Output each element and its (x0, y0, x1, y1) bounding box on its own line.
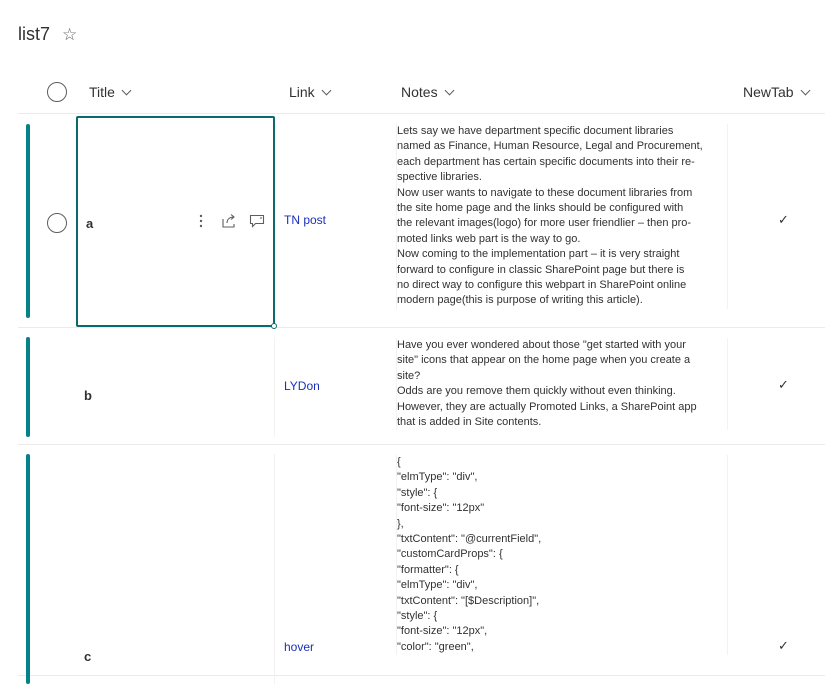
list-row[interactable] (18, 446, 825, 676)
row-status-bar (26, 337, 30, 437)
chevron-down-icon (444, 85, 454, 95)
column-header-notes-label: Notes (401, 84, 438, 100)
notes-value (396, 124, 728, 309)
title-value: a (86, 216, 94, 231)
title-cell[interactable] (76, 337, 275, 437)
list-row[interactable] (18, 115, 825, 328)
chevron-down-icon (800, 85, 810, 95)
list-header (18, 24, 77, 45)
link-value[interactable]: LYDon (284, 379, 320, 393)
column-header-row (18, 72, 825, 114)
notes-value (396, 455, 728, 655)
list-title: list7 (18, 24, 51, 44)
more-icon[interactable] (193, 213, 209, 229)
share-icon[interactable] (221, 213, 237, 229)
title-value: c (84, 649, 92, 664)
chevron-down-icon (321, 85, 331, 95)
chevron-down-icon (121, 85, 131, 95)
checkmark-icon: ✓ (778, 377, 789, 392)
star-icon[interactable]: ☆ (62, 24, 78, 44)
comment-icon[interactable] (249, 213, 265, 229)
row-status-bar (26, 454, 30, 684)
link-value[interactable]: TN post (284, 213, 327, 227)
row-select-radio[interactable] (47, 213, 67, 233)
column-header-title-label: Title (89, 84, 115, 100)
checkmark-icon: ✓ (778, 638, 789, 653)
column-header-newtab[interactable] (743, 84, 809, 100)
column-header-link[interactable] (289, 84, 330, 100)
notes-text: { "elmType": "div", "style": { "font-size": "12px" }, "txtContent": "@currentField", "customCardProps": { "formatter": { "elmType": "div", "txtContent": "[$Description]", "style": { "font-size": "12px", "color": "green", (397, 456, 542, 653)
notes-text: Have you ever wondered about those "get started with your site" icons that appear on the home page when you create a site? Odds are you remove them quickly without even thinking. However, they are actually Promoted Links, a SharePoint app that is added in Site contents. (397, 339, 697, 429)
title-cell[interactable] (76, 116, 275, 327)
column-header-notes[interactable] (401, 84, 453, 100)
select-all-radio[interactable] (47, 82, 67, 102)
notes-value (396, 338, 728, 430)
link-value[interactable]: hover (284, 640, 315, 654)
column-header-title[interactable] (89, 84, 130, 100)
column-header-newtab-label: NewTab (743, 84, 794, 100)
list-row[interactable] (18, 329, 825, 445)
column-header-link-label: Link (289, 84, 315, 100)
row-actions (193, 213, 265, 229)
notes-text: Lets say we have department specific document libraries named as Finance, Human Resource, Legal and Procurement, each department has certain specific documents into their re- spective libraries. Now user wants to navigate to these document libraries from the site home page and the links should be configured with the relevant images(logo) for more user friendlier – then pro- moted links web part is the way to go. Now coming to the implementation part – it is very straight forward to configure in classic SharePoint page but there is no direct way to configure this webpart in SharePoint online modern page(this is purpose of writing this article). (397, 125, 703, 307)
checkmark-icon: ✓ (778, 212, 789, 227)
title-value: b (84, 388, 92, 403)
title-cell[interactable] (76, 454, 275, 684)
row-status-bar (26, 124, 30, 318)
